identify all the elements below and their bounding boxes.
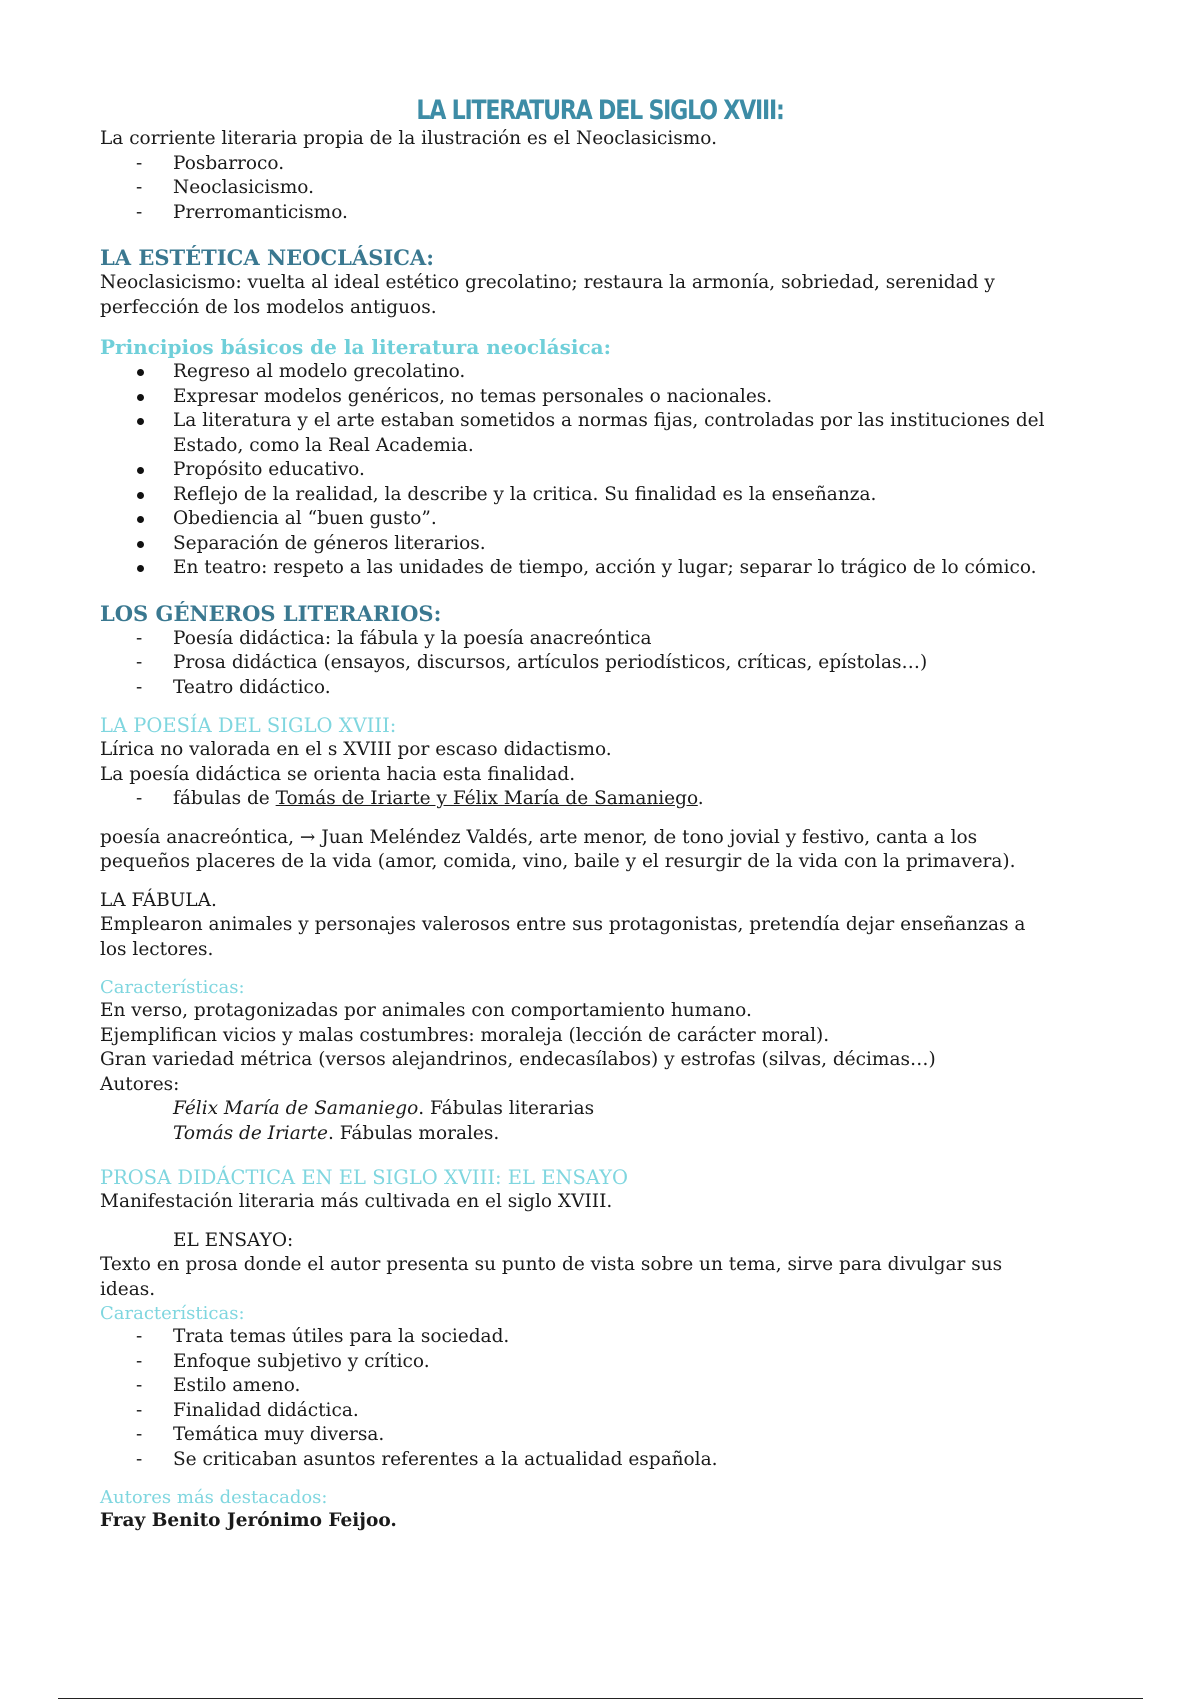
fabulas-list [100, 787, 1100, 812]
intro-text: La corriente literaria propia de la ilustración es el Neoclasicismo. [100, 128, 718, 149]
subheading-caracteristicas: Características: [100, 1303, 245, 1324]
list-item: - Poesía didáctica: la fábula y la poesía anacreóntica [100, 627, 1100, 652]
section-heading-poesia: LA POESÍA DEL SIGLO XVIII: [100, 714, 397, 737]
list-item: - Posbarroco. [100, 152, 1100, 177]
paragraph: poesía anacreóntica, → Juan Meléndez Valdés, arte menor, de tono jovial y festivo, canta a los [100, 826, 978, 848]
paragraph: los lectores. [100, 938, 214, 960]
section-heading-estetica: LA ESTÉTICA NEOCLÁSICA: [100, 245, 434, 270]
paragraph: ideas. [100, 1278, 156, 1300]
paragraph: Manifestación literaria más cultivada en el siglo XVIII. [100, 1191, 613, 1212]
list-item: Separación de géneros literarios. [100, 532, 1100, 557]
list-item: - Finalidad didáctica. [100, 1399, 1100, 1424]
fabulas-prefix: fábulas de [173, 788, 276, 809]
autor-work: . Fábulas morales. [327, 1122, 500, 1144]
subheading-caracteristicas: Características: [100, 977, 245, 998]
autor-name: Tomás de Iriarte [173, 1122, 328, 1144]
document-page [100, 95, 1100, 1534]
list-item: En teatro: respeto a las unidades de tiempo, acción y lugar; separar lo trágico de lo cómico. [100, 556, 1100, 581]
autores-label: Autores: [100, 1073, 180, 1095]
section-heading-fabula: LA FÁBULA. [100, 889, 217, 911]
ensayo-caracteristicas-list [100, 1325, 1100, 1472]
paragraph: Ejemplifican vicios y malas costumbres: moraleja (lección de carácter moral). [100, 1024, 830, 1046]
page-title: LA LITERATURA DEL SIGLO XVIII: [416, 95, 784, 126]
list-item: - Se criticaban asuntos referentes a la actualidad española. [100, 1448, 1100, 1473]
list-item: La literatura y el arte estaban sometidos a normas fijas, controladas por las instituciones del Estado, como la Real Academia. [100, 409, 1100, 458]
paragraph: perfección de los modelos antiguos. [100, 296, 437, 318]
fabulas-suffix: . [697, 788, 704, 809]
principios-list [100, 360, 1100, 581]
paragraph: Gran variedad métrica (versos alejandrinos, endecasílabos) y estrofas (silvas, décimas…) [100, 1049, 936, 1070]
paragraph: pequeños placeres de la vida (amor, comida, vino, baile y el resurgir de la vida con la primavera). [100, 851, 1016, 872]
list-item: - Temática muy diversa. [100, 1423, 1100, 1448]
autor-destacado: Fray Benito Jerónimo Feijoo. [100, 1510, 397, 1531]
section-heading-prosa: PROSA DIDÁCTICA EN EL SIGLO XVIII: EL ENSAYO [100, 1166, 628, 1189]
list-item: Regreso al modelo grecolatino. [100, 360, 1100, 385]
paragraph: Lírica no valorada en el s XVIII por escaso didactismo. [100, 739, 612, 760]
list-item [100, 787, 1100, 812]
subheading-autores-destacados: Autores más destacados: [100, 1487, 328, 1508]
autor-work: . Fábulas literarias [418, 1098, 595, 1119]
autor-name: Félix María de Samaniego [173, 1098, 419, 1119]
generos-list [100, 627, 1100, 701]
list-item: - Estilo ameno. [100, 1374, 1100, 1399]
footer-rule [58, 1698, 1143, 1699]
paragraph: En verso, protagonizadas por animales con comportamiento humano. [100, 1000, 752, 1021]
list-item: Propósito educativo. [100, 458, 1100, 483]
section-heading-generos: LOS GÉNEROS LITERARIOS: [100, 600, 442, 626]
list-item: - Trata temas útiles para la sociedad. [100, 1325, 1100, 1350]
fabulas-authors: Tomás de Iriarte y Félix María de Samaniego [275, 788, 698, 809]
paragraph: Neoclasicismo: vuelta al ideal estético grecolatino; restaura la armonía, sobriedad, serenidad y [100, 272, 995, 293]
list-item: - Teatro didáctico. [100, 676, 1100, 701]
paragraph: Texto en prosa donde el autor presenta su punto de vista sobre un tema, sirve para divulgar sus [100, 1254, 1003, 1275]
list-item: - Prosa didáctica (ensayos, discursos, artículos periodísticos, críticas, epístolas…) [100, 651, 1100, 676]
intro-list [100, 152, 1100, 226]
subheading-ensayo: EL ENSAYO: [173, 1229, 294, 1251]
list-item: Reflejo de la realidad, la describe y la critica. Su finalidad es la enseñanza. [100, 483, 1100, 508]
paragraph: La poesía didáctica se orienta hacia esta finalidad. [100, 763, 576, 785]
section-heading-principios: Principios básicos de la literatura neoclásica: [100, 335, 611, 359]
autor-line [100, 1122, 1100, 1147]
autor-line [100, 1097, 1100, 1122]
list-item: Obediencia al “buen gusto”. [100, 507, 1100, 532]
list-item: - Enfoque subjetivo y crítico. [100, 1350, 1100, 1375]
list-item: - Neoclasicismo. [100, 176, 1100, 201]
list-item: - Prerromanticismo. [100, 201, 1100, 226]
paragraph: Emplearon animales y personajes valerosos entre sus protagonistas, pretendía dejar enseñanzas a [100, 914, 1026, 935]
list-item: Expresar modelos genéricos, no temas personales o nacionales. [100, 385, 1100, 410]
